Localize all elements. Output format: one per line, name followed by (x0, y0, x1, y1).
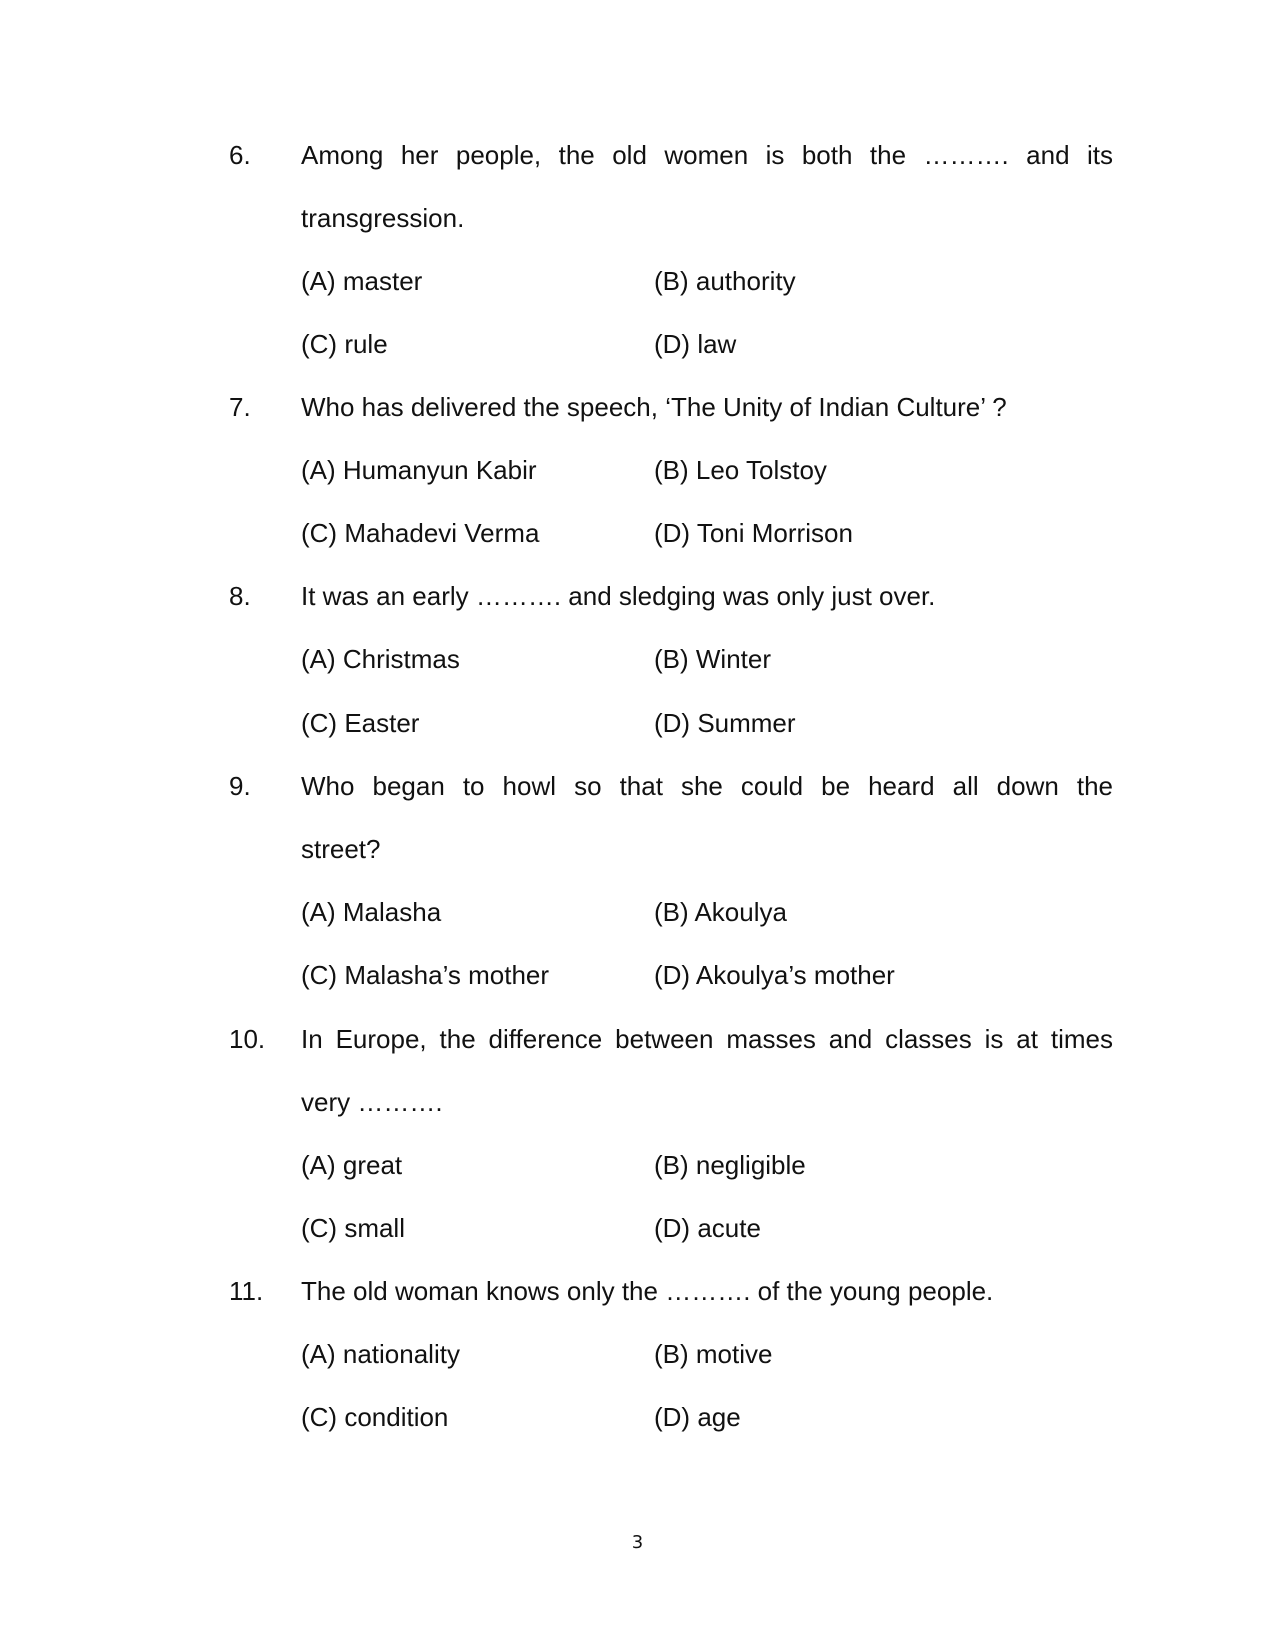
option-d: (D) Akoulya’s mother (654, 960, 895, 990)
option-a: (A) nationality (301, 1339, 460, 1369)
option-c: (C) condition (301, 1402, 449, 1432)
question-text-continued: very ………. (301, 1087, 443, 1117)
option-c: (C) small (301, 1213, 405, 1243)
question-number: 9. (229, 771, 251, 801)
option-a: (A) Humanyun Kabir (301, 455, 537, 485)
option-b: (B) authority (654, 266, 796, 296)
option-b: (B) Winter (654, 644, 771, 674)
option-d: (D) acute (654, 1213, 761, 1243)
option-a: (A) master (301, 266, 423, 296)
option-a: (A) Christmas (301, 644, 460, 674)
page-number: 3 (631, 1532, 644, 1553)
question-text: In Europe, the difference between masses and classes is at times (301, 1024, 1113, 1054)
question-text-continued: street? (301, 834, 381, 864)
option-a: (A) Malasha (301, 897, 442, 927)
question-text: Who has delivered the speech, ‘The Unity of Indian Culture’ ? (301, 392, 1007, 422)
option-d: (D) Summer (654, 708, 796, 738)
question-text-continued: transgression. (301, 203, 465, 233)
question-text: The old woman knows only the ………. of the young people. (301, 1276, 994, 1306)
question-text: It was an early ………. and sledging was only just over. (301, 581, 936, 611)
option-b: (B) Akoulya (654, 897, 787, 927)
option-b: (B) negligible (654, 1150, 806, 1180)
option-b: (B) Leo Tolstoy (654, 455, 827, 485)
question-number: 10. (229, 1024, 266, 1054)
option-c: (C) Mahadevi Verma (301, 518, 540, 548)
option-b: (B) motive (654, 1339, 773, 1369)
question-number: 7. (229, 392, 251, 422)
question-number: 8. (229, 581, 251, 611)
question-text: Who began to howl so that she could be heard all down the (301, 771, 1113, 801)
option-c: (C) Malasha’s mother (301, 960, 550, 990)
question-number: 6. (229, 140, 251, 170)
option-d: (D) age (654, 1402, 741, 1432)
option-c: (C) Easter (301, 708, 420, 738)
question-text: Among her people, the old women is both the ………. and its (301, 140, 1113, 170)
question-number: 11. (229, 1276, 264, 1306)
option-a: (A) great (301, 1150, 403, 1180)
option-d: (D) law (654, 329, 737, 359)
option-d: (D) Toni Morrison (654, 518, 853, 548)
option-c: (C) rule (301, 329, 388, 359)
